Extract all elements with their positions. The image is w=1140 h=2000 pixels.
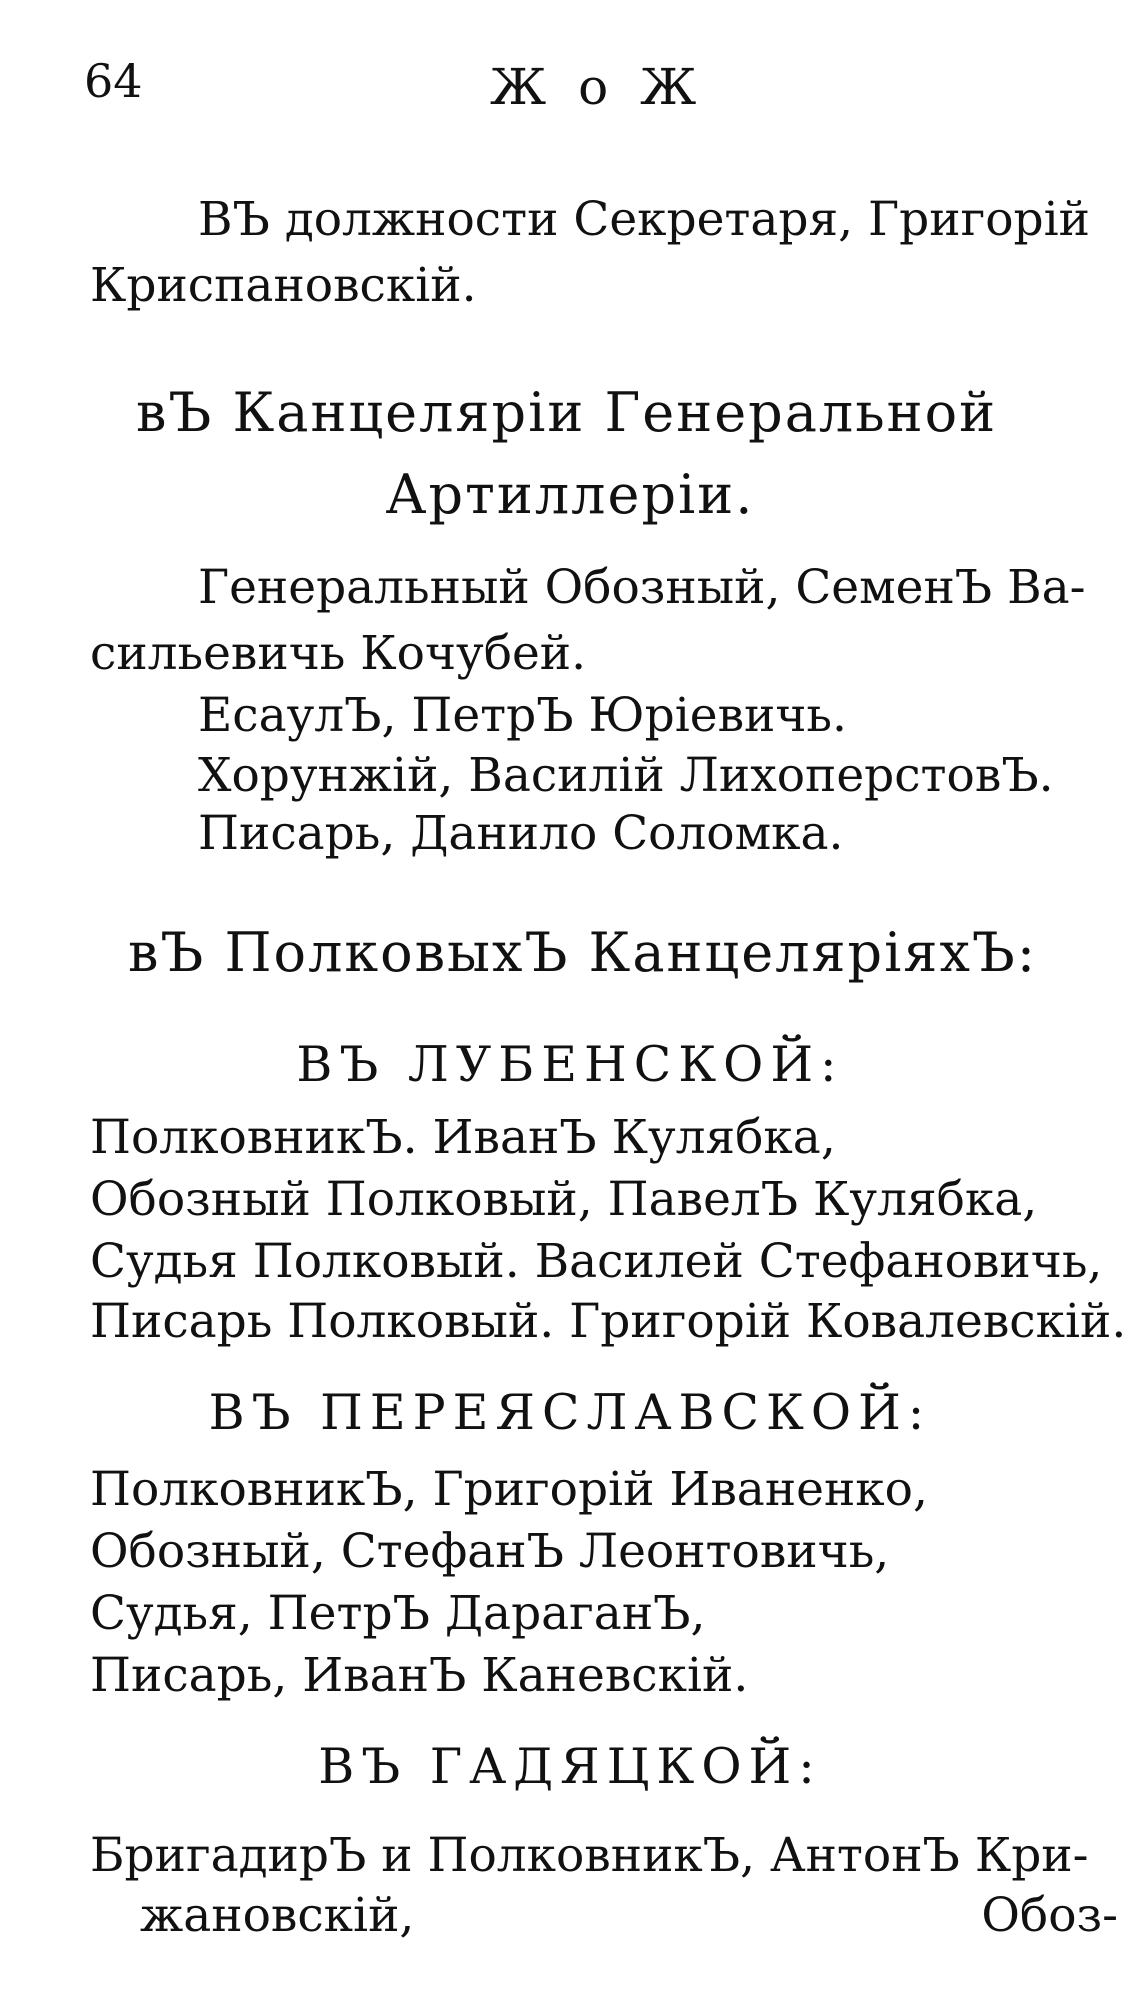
hadiach-entry-1-cont: жановскій, xyxy=(140,1888,415,1943)
regimental-heading: вЪ ПолковыхЪ КанцеляріяхЪ: xyxy=(128,921,1038,984)
artillery-entry-4: Писарь, Данило Соломка. xyxy=(198,806,844,861)
artillery-entry-3: Хорунжій, Василій ЛихоперстовЪ. xyxy=(198,748,1054,803)
pereiaslav-heading: ВЪ ПЕРЕЯСЛАВСКОЙ: xyxy=(208,1384,932,1441)
lubny-heading: ВЪ ЛУБЕНСКОЙ: xyxy=(296,1036,844,1093)
page-number: 64 xyxy=(84,54,143,108)
pereiaslav-entry-1: ПолковникЪ, Григорій Иваненко, xyxy=(90,1462,928,1517)
lubny-entry-4: Писарь Полковый. Григорій Ковалевскій. xyxy=(90,1294,1127,1349)
hadiach-entry-1: БригадирЪ и ПолковникЪ, АнтонЪ Кри- xyxy=(90,1828,1089,1883)
lubny-entry-3: Судья Полковый. Василей Стефановичь, xyxy=(90,1234,1103,1289)
catchword: Обоз- xyxy=(981,1888,1118,1943)
artillery-heading-line-1: вЪ Канцеляріи Генеральной xyxy=(136,381,998,444)
pereiaslav-entry-3: Судья, ПетрЪ ДараганЪ, xyxy=(90,1586,706,1641)
header-ornament: Ж о Ж xyxy=(490,58,705,116)
secretary-line-1: ВЪ должности Секретаря, Григорій xyxy=(198,192,1090,247)
artillery-heading-line-2: Артиллеріи. xyxy=(385,463,755,526)
lubny-entry-1: ПолковникЪ. ИванЪ Кулябка, xyxy=(90,1110,836,1165)
secretary-line-2: Криспановскій. xyxy=(90,258,477,313)
artillery-entry-1-cont: сильевичь Кочубей. xyxy=(90,626,587,681)
pereiaslav-entry-4: Писарь, ИванЪ Каневскій. xyxy=(90,1648,749,1703)
hadiach-heading: ВЪ ГАДЯЦКОЙ: xyxy=(318,1738,822,1795)
lubny-entry-2: Обозный Полковый, ПавелЪ Кулябка, xyxy=(90,1172,1038,1227)
pereiaslav-entry-2: Обозный, СтефанЪ Леонтовичь, xyxy=(90,1524,890,1579)
artillery-entry-1: Генеральный Обозный, СеменЪ Ва- xyxy=(198,560,1086,615)
artillery-entry-2: ЕсаулЪ, ПетрЪ Юріевичь. xyxy=(198,688,847,743)
